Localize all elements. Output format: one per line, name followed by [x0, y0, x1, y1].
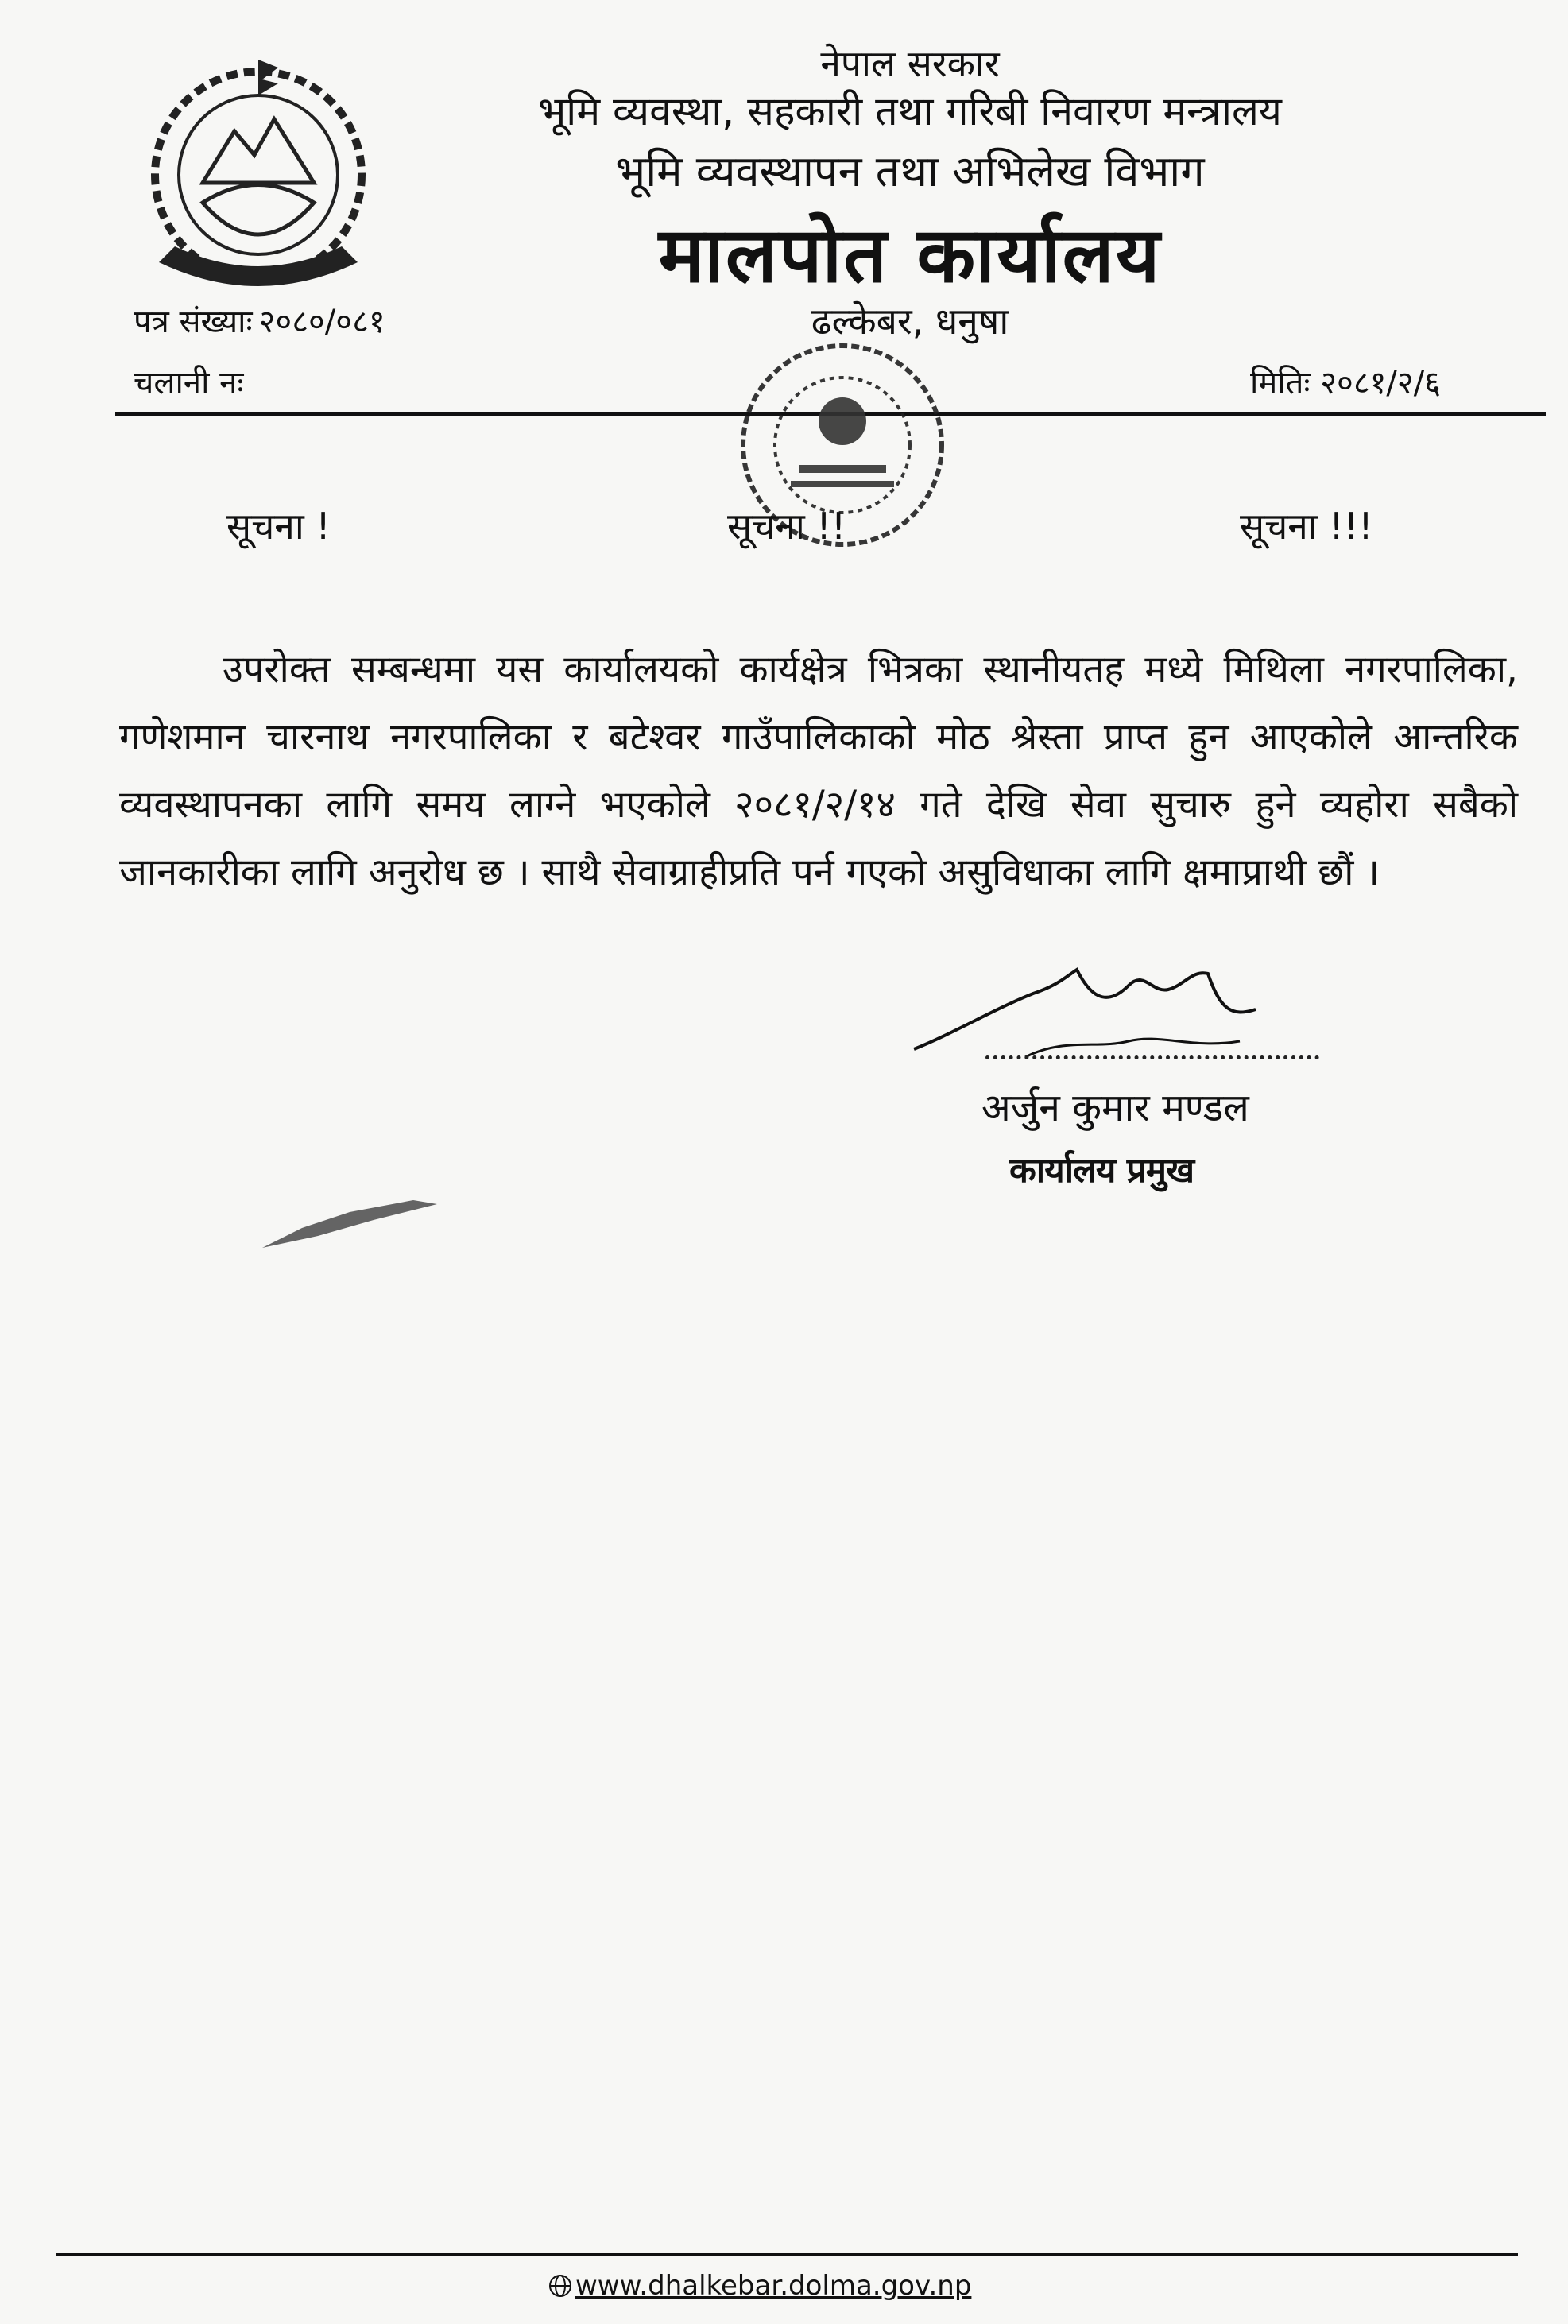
website-url[interactable]: www.dhalkebar.dolma.gov.np	[575, 2270, 972, 2302]
date-value: २०८१/२/६	[1320, 365, 1441, 401]
scan-smudge	[254, 1192, 445, 1256]
notice-heading-center: सूचना !!	[727, 505, 846, 548]
letter-number-value: २०८०/०८१	[258, 304, 385, 340]
signatory-title: कार्यालय प्रमुख	[1009, 1150, 1194, 1191]
letter-number	[134, 298, 385, 342]
globe-icon	[548, 2274, 572, 2298]
letter-date	[1250, 359, 1441, 403]
dispatch-number-label: चलानी नः	[134, 365, 244, 401]
notice-body: उपरोक्त सम्बन्धमा यस कार्यालयको कार्यक्षेत्र भित्रका स्थानीयतह मध्ये मिथिला नगरपालिका, गणेशमान चारनाथ नगरपालिका र बटेश्वर गाउँपालिकाको मोठ श्रेस्ता प्राप्त हुन आएकोले आन्तरिक व्यवस्थापनका लागि समय लाग्ने भएकोले २०८१/२/१४ गते देखि सेवा सुचारु हुने व्यहोरा सबैको जानकारीका लागि अनुरोध छ । साथै सेवाग्राहीप्रति पर्न गएको असुविधाका लागि क्षमाप्राथी छौं ।	[119, 648, 1518, 894]
signature-block	[906, 962, 1319, 1248]
notice-heading-left: सूचना !	[226, 505, 331, 548]
signature-line	[985, 1055, 1319, 1059]
department-name: भूमि व्यवस्थापन तथा अभिलेख विभाग	[615, 146, 1205, 196]
footer-website[interactable]	[548, 2270, 971, 2302]
signatory-name: अर्जुन कुमार मण्डल	[981, 1086, 1249, 1130]
date-label: मितिः	[1249, 365, 1311, 401]
government-name: नेपाल सरकार	[820, 42, 1000, 85]
notice-heading-right: सूचना !!!	[1240, 505, 1373, 548]
office-name: मालपोत कार्यालय	[658, 211, 1162, 300]
nepal-emblem-icon	[127, 48, 389, 310]
office-location: ढल्केबर, धनुषा	[811, 300, 1009, 343]
letter-number-label: पत्र संख्याः	[134, 304, 253, 340]
footer-divider	[56, 2253, 1518, 2256]
handwritten-signature-icon	[906, 962, 1319, 1065]
ministry-name: भूमि व्यवस्था, सहकारी तथा गरिबी निवारण मन्त्रालय	[538, 88, 1282, 134]
